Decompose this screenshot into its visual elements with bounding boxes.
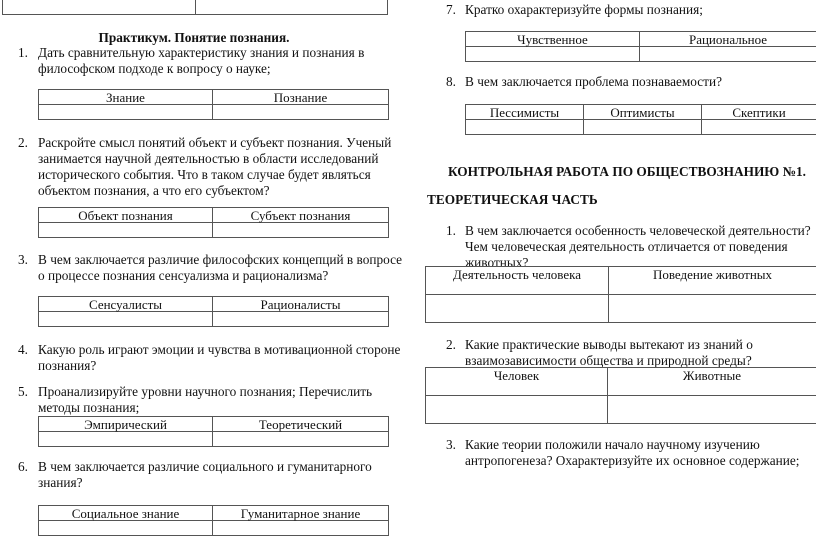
table-header: Объект познания xyxy=(39,208,213,223)
item-number: 1. xyxy=(18,45,28,60)
item-number: 2. xyxy=(446,337,456,352)
answer-cell[interactable] xyxy=(213,432,389,447)
question-text: антропогенеза? Охарактеризуйте их основное содержание; xyxy=(465,453,800,468)
table-header: Животные xyxy=(608,368,816,396)
question-text: В чем заключается различие философских концепций в вопросе xyxy=(38,252,403,267)
table-header: Рациональное xyxy=(640,32,816,47)
answer-table xyxy=(38,89,389,120)
item-number: 3. xyxy=(18,252,28,267)
test-heading: КОНТРОЛЬНАЯ РАБОТА ПО ОБЩЕСТВОЗНАНИЮ №1. xyxy=(448,164,806,179)
item-number: 8. xyxy=(446,74,456,89)
item-number: 2. xyxy=(18,135,28,150)
answer-cell[interactable] xyxy=(39,223,213,238)
answer-table xyxy=(38,207,389,238)
table-header: Пессимисты xyxy=(466,105,584,120)
answer-cell[interactable] xyxy=(213,521,389,536)
question-text: В чем заключается проблема познаваемости? xyxy=(465,74,723,89)
question-text: методы познания; xyxy=(38,400,140,415)
item-number: 7. xyxy=(446,2,456,17)
question-text: Кратко охарактеризуйте формы познания; xyxy=(465,2,703,17)
answer-table xyxy=(38,296,389,327)
question-text: животных? xyxy=(465,255,529,270)
table-header: Познание xyxy=(213,90,389,105)
answer-cell[interactable] xyxy=(466,120,584,135)
question-text: Чем человеческая деятельность отличается от поведения xyxy=(465,239,788,254)
answer-cell[interactable] xyxy=(213,223,389,238)
question-text: В чем заключается особенность человеческой деятельности? xyxy=(465,223,811,238)
table-header: Оптимисты xyxy=(584,105,702,120)
item-number: 4. xyxy=(18,342,28,357)
question-text: познания? xyxy=(38,358,97,373)
answer-table xyxy=(38,505,389,536)
question-text: исторического события. Что в таком случае будет являться xyxy=(38,167,371,182)
top-partial-table xyxy=(2,0,388,15)
answer-table xyxy=(465,31,816,62)
table-header: Поведение животных xyxy=(609,267,816,295)
table-header: Сенсуалисты xyxy=(39,297,213,312)
item-number: 3. xyxy=(446,437,456,452)
answer-cell[interactable] xyxy=(426,396,608,424)
question-text: Какие практические выводы вытекают из знаний о xyxy=(465,337,753,352)
answer-cell[interactable] xyxy=(466,47,640,62)
question-text: Раскройте смысл понятий объект и субъект познания. Ученый xyxy=(38,135,392,150)
answer-cell[interactable] xyxy=(609,295,816,323)
table-header: Гуманитарное знание xyxy=(213,506,389,521)
answer-cell[interactable] xyxy=(640,47,816,62)
question-text: знания? xyxy=(38,475,83,490)
question-text: объектом познания, а что его субъектом? xyxy=(38,183,270,198)
question-text: взаимозависимости общества и природной среды? xyxy=(465,353,752,368)
item-number: 1. xyxy=(446,223,456,238)
section-title: Практикум. Понятие познания. xyxy=(98,30,290,45)
answer-table xyxy=(38,416,389,447)
question-text: философском подходе к вопросу о науке; xyxy=(38,61,271,76)
answer-cell[interactable] xyxy=(39,312,213,327)
answer-table xyxy=(425,266,816,323)
answer-cell[interactable] xyxy=(39,105,213,120)
answer-cell[interactable] xyxy=(584,120,702,135)
question-text: Какие теории положили начало научному изучению xyxy=(465,437,760,452)
test-subheading: ТЕОРЕТИЧЕСКАЯ ЧАСТЬ xyxy=(427,192,598,207)
table-header: Эмпирический xyxy=(39,417,213,432)
table-header: Субъект познания xyxy=(213,208,389,223)
table-header: Человек xyxy=(426,368,608,396)
question-text: Проанализируйте уровни научного познания; Перечислить xyxy=(38,384,373,399)
table-header: Теоретический xyxy=(213,417,389,432)
answer-table xyxy=(425,367,816,424)
question-text: занимается научной деятельностью в области исследований xyxy=(38,151,379,166)
answer-cell[interactable] xyxy=(39,521,213,536)
table-cell[interactable] xyxy=(195,0,388,15)
answer-cell[interactable] xyxy=(426,295,609,323)
answer-cell[interactable] xyxy=(213,312,389,327)
question-text: Дать сравнительную характеристику знания и познания в xyxy=(38,45,365,60)
question-text: В чем заключается различие социального и гуманитарного xyxy=(38,459,372,474)
item-number: 5. xyxy=(18,384,28,399)
question-text: о процессе познания сенсуализма и рационализма? xyxy=(38,268,329,283)
question-text: Какую роль играют эмоции и чувства в мотивационной стороне xyxy=(38,342,401,357)
table-header: Социальное знание xyxy=(39,506,213,521)
answer-cell[interactable] xyxy=(608,396,816,424)
table-header: Скептики xyxy=(702,105,816,120)
table-header: Рационалисты xyxy=(213,297,389,312)
table-header: Деятельность человека xyxy=(426,267,609,295)
answer-cell[interactable] xyxy=(213,105,389,120)
answer-table xyxy=(465,104,816,135)
item-number: 6. xyxy=(18,459,28,474)
table-header: Чувственное xyxy=(466,32,640,47)
table-header: Знание xyxy=(39,90,213,105)
answer-cell[interactable] xyxy=(702,120,816,135)
table-cell[interactable] xyxy=(3,0,196,15)
answer-cell[interactable] xyxy=(39,432,213,447)
